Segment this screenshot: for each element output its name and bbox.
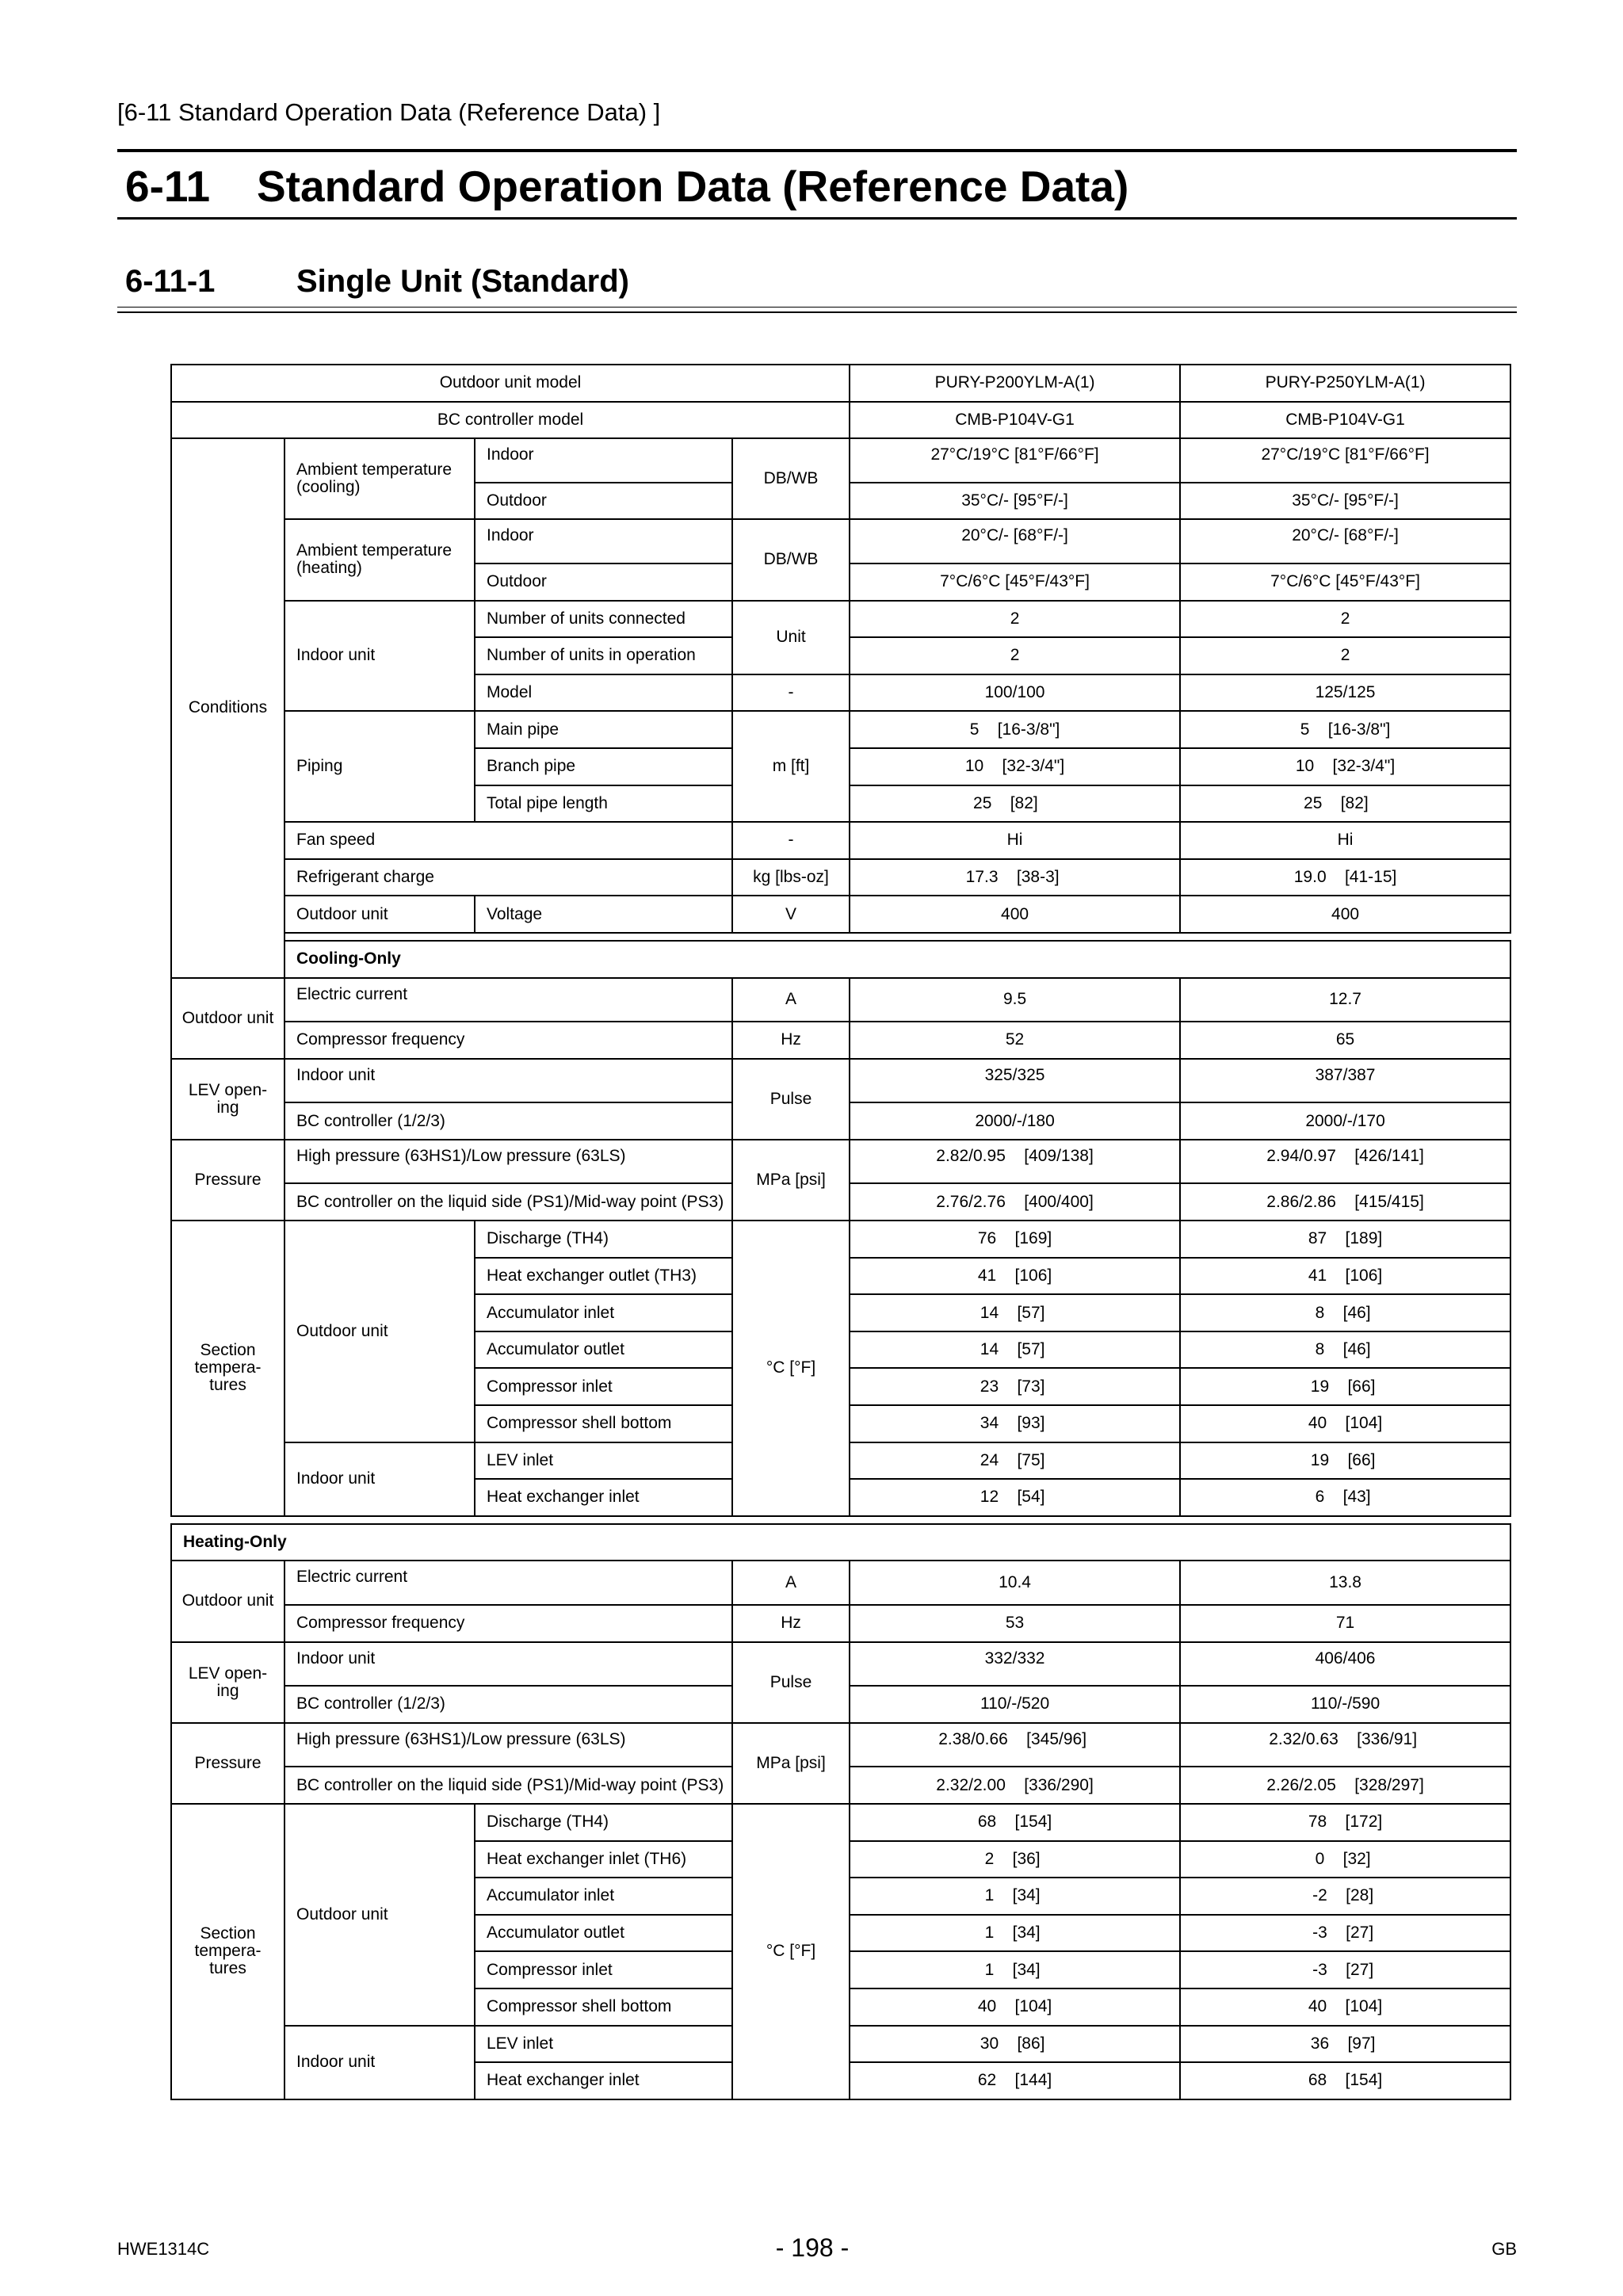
section-title bbox=[125, 264, 629, 300]
unit-cell: Hz bbox=[732, 1605, 850, 1642]
value-cell: 19 [66] bbox=[1180, 1368, 1510, 1405]
piping-label: Piping bbox=[285, 711, 475, 822]
row-label: Indoor unit bbox=[285, 1642, 732, 1687]
value-cell: 40 [104] bbox=[850, 1988, 1180, 2026]
row-label: LEV inlet bbox=[475, 2026, 732, 2063]
value-cell: 2000/-/180 bbox=[850, 1102, 1180, 1140]
value-cell: 7°C/6°C [45°F/43°F] bbox=[850, 563, 1180, 601]
value-cell: 34 [93] bbox=[850, 1405, 1180, 1442]
value-cell: 76 [169] bbox=[850, 1221, 1180, 1258]
value-cell: 52 bbox=[850, 1022, 1180, 1059]
unit-cell: Pulse bbox=[732, 1642, 850, 1723]
value-cell: 53 bbox=[850, 1605, 1180, 1642]
value-cell: 24 [75] bbox=[850, 1442, 1180, 1480]
value-cell: 2 bbox=[1180, 637, 1510, 674]
row-label: Refrigerant charge bbox=[285, 859, 732, 896]
unit-cell: MPa [psi] bbox=[732, 1723, 850, 1804]
row-label: Indoor bbox=[475, 438, 732, 483]
value-cell: 2.32/2.00 [336/290] bbox=[850, 1767, 1180, 1804]
table-row bbox=[171, 859, 1510, 896]
cooling-lev-label: LEV open- ing bbox=[171, 1059, 285, 1140]
value-cell: 65 bbox=[1180, 1022, 1510, 1059]
unit-cell: DB/WB bbox=[732, 438, 850, 519]
value-cell: 2.82/0.95 [409/138] bbox=[850, 1140, 1180, 1184]
value-cell: 19.0 [41-15] bbox=[1180, 859, 1510, 896]
row-label: Accumulator outlet bbox=[475, 1331, 732, 1369]
row-label: Heat exchanger inlet bbox=[475, 2062, 732, 2099]
section-number: 6-11-1 bbox=[125, 264, 216, 299]
unit-cell: - bbox=[732, 822, 850, 859]
unit-cell: m [ft] bbox=[732, 711, 850, 822]
value-cell: 35°C/- [95°F/-] bbox=[850, 483, 1180, 520]
value-cell: 41 [106] bbox=[850, 1258, 1180, 1295]
chapter-title-text: Standard Operation Data (Reference Data) bbox=[257, 162, 1129, 211]
ambient-cooling-label: Ambient temperature (cooling) bbox=[285, 438, 475, 519]
value-cell: 2.38/0.66 [345/96] bbox=[850, 1723, 1180, 1767]
row-label: Compressor inlet bbox=[475, 1951, 732, 1988]
unit-cell: DB/WB bbox=[732, 519, 850, 600]
table-row bbox=[171, 519, 1510, 563]
value-cell: 12.7 bbox=[1180, 978, 1510, 1022]
value-cell: 5 [16-3/8"] bbox=[850, 711, 1180, 748]
value-cell: 10 [32-3/4"] bbox=[1180, 748, 1510, 785]
value-cell: 17.3 [38-3] bbox=[850, 859, 1180, 896]
value-cell: 10 [32-3/4"] bbox=[850, 748, 1180, 785]
value-cell: 0 [32] bbox=[1180, 1841, 1510, 1878]
unit-cell: - bbox=[732, 674, 850, 712]
value-cell: 2.86/2.86 [415/415] bbox=[1180, 1183, 1510, 1221]
row-label: Main pipe bbox=[475, 711, 732, 748]
row-label: BC controller on the liquid side (PS1)/Mid-way point (PS3) bbox=[285, 1183, 732, 1221]
unit-cell: kg [lbs-oz] bbox=[732, 859, 850, 896]
heating-header: Heating-Only bbox=[171, 1524, 1510, 1561]
value-cell: 62 [144] bbox=[850, 2062, 1180, 2099]
unit-cell: °C [°F] bbox=[732, 1804, 850, 2099]
value-cell: 13.8 bbox=[1180, 1561, 1510, 1605]
table-row bbox=[171, 822, 1510, 859]
row-label: Compressor frequency bbox=[285, 1605, 732, 1642]
section-rule bbox=[117, 307, 1517, 308]
chapter-title bbox=[125, 161, 1128, 212]
table-row bbox=[171, 1022, 1510, 1059]
table-row bbox=[171, 896, 1510, 933]
row-label: LEV inlet bbox=[475, 1442, 732, 1480]
value-cell: -3 [27] bbox=[1180, 1915, 1510, 1952]
value-cell: 110/-/520 bbox=[850, 1686, 1180, 1723]
section-rule-double bbox=[117, 311, 1517, 313]
value-cell: 332/332 bbox=[850, 1642, 1180, 1687]
row-label: Heat exchanger inlet bbox=[475, 1479, 732, 1516]
row-label: Outdoor bbox=[475, 563, 732, 601]
row-label: BC controller (1/2/3) bbox=[285, 1102, 732, 1140]
table-row bbox=[171, 1605, 1510, 1642]
value-cell: 14 [57] bbox=[850, 1294, 1180, 1331]
table-row bbox=[171, 438, 1510, 483]
value-cell: 68 [154] bbox=[850, 1804, 1180, 1841]
indoor-unit-label: Indoor unit bbox=[285, 601, 475, 712]
value-cell: 1 [34] bbox=[850, 1951, 1180, 1988]
value-cell: -3 [27] bbox=[1180, 1951, 1510, 1988]
value-cell: 19 [66] bbox=[1180, 1442, 1510, 1480]
value-cell: 2.26/2.05 [328/297] bbox=[1180, 1767, 1510, 1804]
table-row bbox=[171, 978, 1510, 1022]
heating-lev-label: LEV open- ing bbox=[171, 1642, 285, 1723]
row-label: Compressor frequency bbox=[285, 1022, 732, 1059]
row-label: Branch pipe bbox=[475, 748, 732, 785]
value-cell: 71 bbox=[1180, 1605, 1510, 1642]
chapter-number: 6-11 bbox=[125, 162, 211, 211]
table-row bbox=[171, 711, 1510, 748]
page-number: - 198 - bbox=[775, 2233, 850, 2262]
section-title-text: Single Unit (Standard) bbox=[296, 264, 629, 299]
ambient-heating-label: Ambient temperature (heating) bbox=[285, 519, 475, 600]
row-label: Indoor bbox=[475, 519, 732, 563]
value-cell: 27°C/19°C [81°F/66°F] bbox=[1180, 438, 1510, 483]
value-cell: 5 [16-3/8"] bbox=[1180, 711, 1510, 748]
value-cell: 35°C/- [95°F/-] bbox=[1180, 483, 1510, 520]
unit-cell: Pulse bbox=[732, 1059, 850, 1140]
row-label: High pressure (63HS1)/Low pressure (63LS) bbox=[285, 1723, 732, 1767]
heating-temps-outdoor-label: Outdoor unit bbox=[285, 1804, 475, 2026]
value-cell: 23 [73] bbox=[850, 1368, 1180, 1405]
row-label: Indoor unit bbox=[285, 1059, 732, 1103]
row-label: Total pipe length bbox=[475, 785, 732, 823]
row-label: Electric current bbox=[285, 978, 732, 1022]
row-label: Electric current bbox=[285, 1561, 732, 1605]
row-label: High pressure (63HS1)/Low pressure (63LS) bbox=[285, 1140, 732, 1184]
value-cell: 2.32/0.63 [336/91] bbox=[1180, 1723, 1510, 1767]
row-label: Compressor inlet bbox=[475, 1368, 732, 1405]
chapter-rule bbox=[117, 217, 1517, 220]
running-head: [6-11 Standard Operation Data (Reference Data) ] bbox=[117, 98, 661, 126]
row-label: Outdoor bbox=[475, 483, 732, 520]
value-cell: 1 [34] bbox=[850, 1878, 1180, 1915]
outdoor-model-1: PURY-P200YLM-A(1) bbox=[850, 365, 1180, 402]
value-cell: 40 [104] bbox=[1180, 1405, 1510, 1442]
bc-model-1: CMB-P104V-G1 bbox=[850, 402, 1180, 439]
unit-cell: MPa [psi] bbox=[732, 1140, 850, 1221]
value-cell: 14 [57] bbox=[850, 1331, 1180, 1369]
value-cell: 12 [54] bbox=[850, 1479, 1180, 1516]
outdoor-model-label: Outdoor unit model bbox=[171, 365, 850, 402]
cooling-pressure-label: Pressure bbox=[171, 1140, 285, 1221]
value-cell: 110/-/590 bbox=[1180, 1686, 1510, 1723]
table-row bbox=[171, 601, 1510, 638]
value-cell: 9.5 bbox=[850, 978, 1180, 1022]
value-cell: 2 bbox=[850, 601, 1180, 638]
row-label: Accumulator inlet bbox=[475, 1878, 732, 1915]
unit-cell: V bbox=[732, 896, 850, 933]
unit-cell: A bbox=[732, 978, 850, 1022]
value-cell: 2 bbox=[1180, 601, 1510, 638]
table-row bbox=[171, 402, 1510, 439]
table-row bbox=[171, 1804, 1510, 1841]
row-label: Discharge (TH4) bbox=[475, 1804, 732, 1841]
value-cell: 387/387 bbox=[1180, 1059, 1510, 1103]
row-label: Number of units in operation bbox=[475, 637, 732, 674]
row-label: Outdoor unit bbox=[285, 896, 475, 933]
row-label: BC controller (1/2/3) bbox=[285, 1686, 732, 1723]
value-cell: 2.76/2.76 [400/400] bbox=[850, 1183, 1180, 1221]
value-cell: 125/125 bbox=[1180, 674, 1510, 712]
table-row bbox=[171, 1524, 1510, 1561]
row-label: Accumulator inlet bbox=[475, 1294, 732, 1331]
value-cell: 100/100 bbox=[850, 674, 1180, 712]
table-row bbox=[171, 941, 1510, 978]
row-sublabel: Voltage bbox=[475, 896, 732, 933]
value-cell: 8 [46] bbox=[1180, 1294, 1510, 1331]
row-label: Compressor shell bottom bbox=[475, 1405, 732, 1442]
operation-data-table bbox=[170, 364, 1511, 2100]
cooling-temps-label: Section tempera- tures bbox=[171, 1221, 285, 1516]
header-rule bbox=[117, 149, 1517, 152]
value-cell: 41 [106] bbox=[1180, 1258, 1510, 1295]
table-row bbox=[171, 1723, 1510, 1767]
value-cell: 2000/-/170 bbox=[1180, 1102, 1510, 1140]
value-cell: 20°C/- [68°F/-] bbox=[850, 519, 1180, 563]
row-label: Accumulator outlet bbox=[475, 1915, 732, 1952]
table-row bbox=[171, 1140, 1510, 1184]
value-cell: 25 [82] bbox=[850, 785, 1180, 823]
row-label: Discharge (TH4) bbox=[475, 1221, 732, 1258]
value-cell: 27°C/19°C [81°F/66°F] bbox=[850, 438, 1180, 483]
unit-cell: Hz bbox=[732, 1022, 850, 1059]
row-label: Number of units connected bbox=[475, 601, 732, 638]
heating-temps-label: Section tempera- tures bbox=[171, 1804, 285, 2099]
table-row bbox=[171, 1059, 1510, 1103]
value-cell: 406/406 bbox=[1180, 1642, 1510, 1687]
section-separator bbox=[171, 1516, 1510, 1524]
value-cell: 87 [189] bbox=[1180, 1221, 1510, 1258]
bc-model-2: CMB-P104V-G1 bbox=[1180, 402, 1510, 439]
table-row bbox=[171, 1221, 1510, 1258]
section-separator bbox=[171, 933, 1510, 941]
value-cell: -2 [28] bbox=[1180, 1878, 1510, 1915]
value-cell: 400 bbox=[1180, 896, 1510, 933]
value-cell: Hi bbox=[1180, 822, 1510, 859]
value-cell: 8 [46] bbox=[1180, 1331, 1510, 1369]
value-cell: 6 [43] bbox=[1180, 1479, 1510, 1516]
row-label: Model bbox=[475, 674, 732, 712]
table-row bbox=[171, 365, 1510, 402]
value-cell: Hi bbox=[850, 822, 1180, 859]
value-cell: 30 [86] bbox=[850, 2026, 1180, 2063]
bc-model-label: BC controller model bbox=[171, 402, 850, 439]
unit-cell: Unit bbox=[732, 601, 850, 674]
row-label: Heat exchanger inlet (TH6) bbox=[475, 1841, 732, 1878]
value-cell: 1 [34] bbox=[850, 1915, 1180, 1952]
table-row bbox=[171, 1561, 1510, 1605]
row-label: BC controller on the liquid side (PS1)/Mid-way point (PS3) bbox=[285, 1767, 732, 1804]
cooling-temps-outdoor-label: Outdoor unit bbox=[285, 1221, 475, 1442]
value-cell: 36 [97] bbox=[1180, 2026, 1510, 2063]
value-cell: 40 [104] bbox=[1180, 1988, 1510, 2026]
row-label: Heat exchanger outlet (TH3) bbox=[475, 1258, 732, 1295]
row-label: Fan speed bbox=[285, 822, 732, 859]
value-cell: 10.4 bbox=[850, 1561, 1180, 1605]
value-cell: 325/325 bbox=[850, 1059, 1180, 1103]
table-row bbox=[171, 1642, 1510, 1687]
region-code: GB bbox=[1491, 2239, 1517, 2259]
unit-cell: A bbox=[732, 1561, 850, 1605]
value-cell: 20°C/- [68°F/-] bbox=[1180, 519, 1510, 563]
value-cell: 7°C/6°C [45°F/43°F] bbox=[1180, 563, 1510, 601]
value-cell: 68 [154] bbox=[1180, 2062, 1510, 2099]
doc-code: HWE1314C bbox=[117, 2239, 210, 2259]
unit-cell: °C [°F] bbox=[732, 1221, 850, 1516]
heating-pressure-label: Pressure bbox=[171, 1723, 285, 1804]
cooling-header: Cooling-Only bbox=[285, 941, 1510, 978]
conditions-label: Conditions bbox=[171, 438, 285, 977]
row-label: Compressor shell bottom bbox=[475, 1988, 732, 2026]
outdoor-model-2: PURY-P250YLM-A(1) bbox=[1180, 365, 1510, 402]
value-cell: 400 bbox=[850, 896, 1180, 933]
cooling-outdoor-label: Outdoor unit bbox=[171, 978, 285, 1059]
heating-temps-indoor-label: Indoor unit bbox=[285, 2026, 475, 2099]
value-cell: 2 bbox=[850, 637, 1180, 674]
value-cell: 25 [82] bbox=[1180, 785, 1510, 823]
value-cell: 2.94/0.97 [426/141] bbox=[1180, 1140, 1510, 1184]
cooling-temps-indoor-label: Indoor unit bbox=[285, 1442, 475, 1516]
heating-outdoor-label: Outdoor unit bbox=[171, 1561, 285, 1641]
value-cell: 2 [36] bbox=[850, 1841, 1180, 1878]
value-cell: 78 [172] bbox=[1180, 1804, 1510, 1841]
